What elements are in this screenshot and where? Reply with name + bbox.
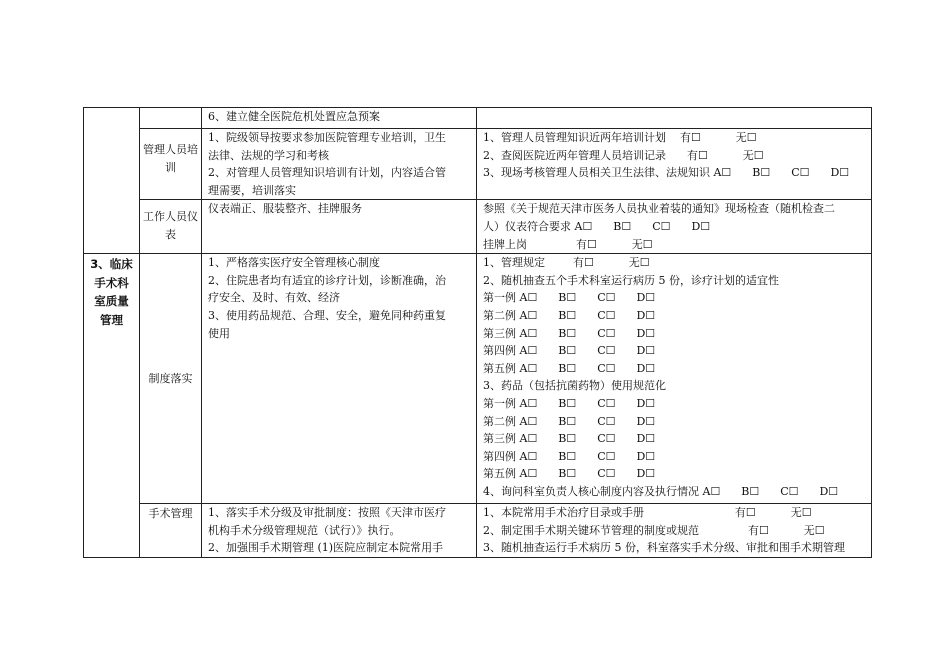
evaluation-table xyxy=(83,107,872,558)
check-text xyxy=(477,129,871,182)
standard-text xyxy=(202,108,476,126)
text-line: 挂牌上岗 有☐ 无☐ xyxy=(483,237,653,251)
item-cell xyxy=(140,200,202,254)
standard-cell xyxy=(202,504,477,558)
text-line: 第四例 A☐ B☐ C☐ D☐ xyxy=(483,344,656,358)
text-line: 2、制定围手术期关键环节管理的制度或规范 有☐ 无☐ xyxy=(483,523,825,537)
text-line: 第二例 A☐ B☐ C☐ D☐ xyxy=(483,414,656,428)
category-label xyxy=(84,254,139,329)
check-text xyxy=(477,254,871,500)
standard-cell xyxy=(202,108,477,129)
standard-text xyxy=(202,200,476,218)
text-line: 第三例 A☐ B☐ C☐ D☐ xyxy=(483,326,656,340)
item-label: 管理人员培训 xyxy=(143,143,198,174)
text-line: 第五例 A☐ B☐ C☐ D☐ xyxy=(483,467,656,481)
table-row xyxy=(84,129,872,200)
text-line: 6、建立健全医院危机处置应急预案 xyxy=(208,110,380,123)
text-line: 法律、法规的学习和考核 xyxy=(208,148,329,162)
text-line: 第五例 A☐ B☐ C☐ D☐ xyxy=(483,361,656,375)
text-line: 第一例 A☐ B☐ C☐ D☐ xyxy=(483,396,656,410)
text-line: 1、管理规定 有☐ 无☐ xyxy=(483,256,650,270)
text-line: 2、随机抽查五个手术科室运行病历 5 份，诊疗计划的适宜性 xyxy=(483,273,779,287)
text-line: 理需要，培训落实 xyxy=(208,183,296,197)
text-line: 1、管理人员管理知识近两年培训计划 有☐ 无☐ xyxy=(483,131,757,144)
standard-cell xyxy=(202,129,477,200)
standard-cell xyxy=(202,200,477,254)
item-cell-empty xyxy=(140,108,202,129)
text-line: 2、住院患者均有适宜的诊疗计划，诊断准确，治 xyxy=(208,273,446,287)
text-line: 3、现场考核管理人员相关卫生法律、法规知识 A☐ B☐ C☐ D☐ xyxy=(483,166,850,180)
text-line: 室质量 xyxy=(94,294,129,309)
standard-cell xyxy=(202,254,477,504)
standard-text xyxy=(202,129,476,199)
check-cell xyxy=(477,254,872,504)
standard-text xyxy=(202,254,476,342)
check-cell xyxy=(477,504,872,558)
text-line: 仪表端正、服装整齐、挂牌服务 xyxy=(208,202,362,216)
check-text xyxy=(477,504,871,557)
text-line: 1、院级领导按要求参加医院管理专业培训，卫生 xyxy=(208,131,446,144)
category-cell-continued xyxy=(84,108,140,254)
item-cell xyxy=(140,129,202,200)
table-row xyxy=(84,254,872,504)
text-line: 第四例 A☐ B☐ C☐ D☐ xyxy=(483,449,656,463)
text-line: 机构手术分级管理规范（试行）》执行。 xyxy=(208,523,401,537)
table-row xyxy=(84,200,872,254)
check-cell xyxy=(477,200,872,254)
text-line: 2、加强围手术期管理 (1)医院应制定本院常用手 xyxy=(208,541,444,555)
item-label: 手术管理 xyxy=(148,507,193,521)
item-cell xyxy=(140,504,202,558)
check-text xyxy=(477,200,871,253)
text-line: 3、随机抽查运行手术病历 5 份，科室落实手术分级、审批和围手术期管理 xyxy=(483,541,845,555)
text-line: 人）仪表符合要求 A☐ B☐ C☐ D☐ xyxy=(483,219,711,233)
text-line: 第三例 A☐ B☐ C☐ D☐ xyxy=(483,432,656,446)
text-line: 3、药品（包括抗菌药物）使用规范化 xyxy=(483,379,666,393)
check-cell xyxy=(477,108,872,129)
text-line: 参照《关于规范天津市医务人员执业着装的通知》现场检查（随机检查二 xyxy=(483,202,835,216)
table-row xyxy=(84,108,872,129)
text-line: 管理 xyxy=(100,312,123,327)
text-line: 3、使用药品规范、合理、安全，避免同种药重复 xyxy=(208,308,446,322)
text-line: 使用 xyxy=(208,326,230,340)
text-line: 第二例 A☐ B☐ C☐ D☐ xyxy=(483,308,656,322)
text-line: 疗安全、及时、有效、经济 xyxy=(208,291,340,305)
text-line: 1、严格落实医疗安全管理核心制度 xyxy=(208,256,380,270)
text-line: 手术科 xyxy=(94,275,129,290)
text-line: 2、查阅医院近两年管理人员培训记录 有☐ 无☐ xyxy=(483,148,764,162)
category-cell xyxy=(84,254,140,558)
text-line: 2、对管理人员管理知识培训有计划，内容适合管 xyxy=(208,166,446,180)
item-label: 工作人员仪表 xyxy=(143,210,198,242)
text-line: 1、本院常用手术治疗目录或手册 有☐ 无☐ xyxy=(483,506,812,520)
text-line: 第一例 A☐ B☐ C☐ D☐ xyxy=(483,291,656,305)
table-row xyxy=(84,504,872,558)
check-cell xyxy=(477,129,872,200)
standard-text xyxy=(202,504,476,557)
text-line: 1、落实手术分级及审批制度：按照《天津市医疗 xyxy=(208,506,446,520)
item-label: 制度落实 xyxy=(148,371,193,385)
item-cell xyxy=(140,254,202,504)
text-line: 4、询问科室负责人核心制度内容及执行情况 A☐ B☐ C☐ D☐ xyxy=(483,484,839,498)
text-line: 3、临床 xyxy=(90,257,133,272)
